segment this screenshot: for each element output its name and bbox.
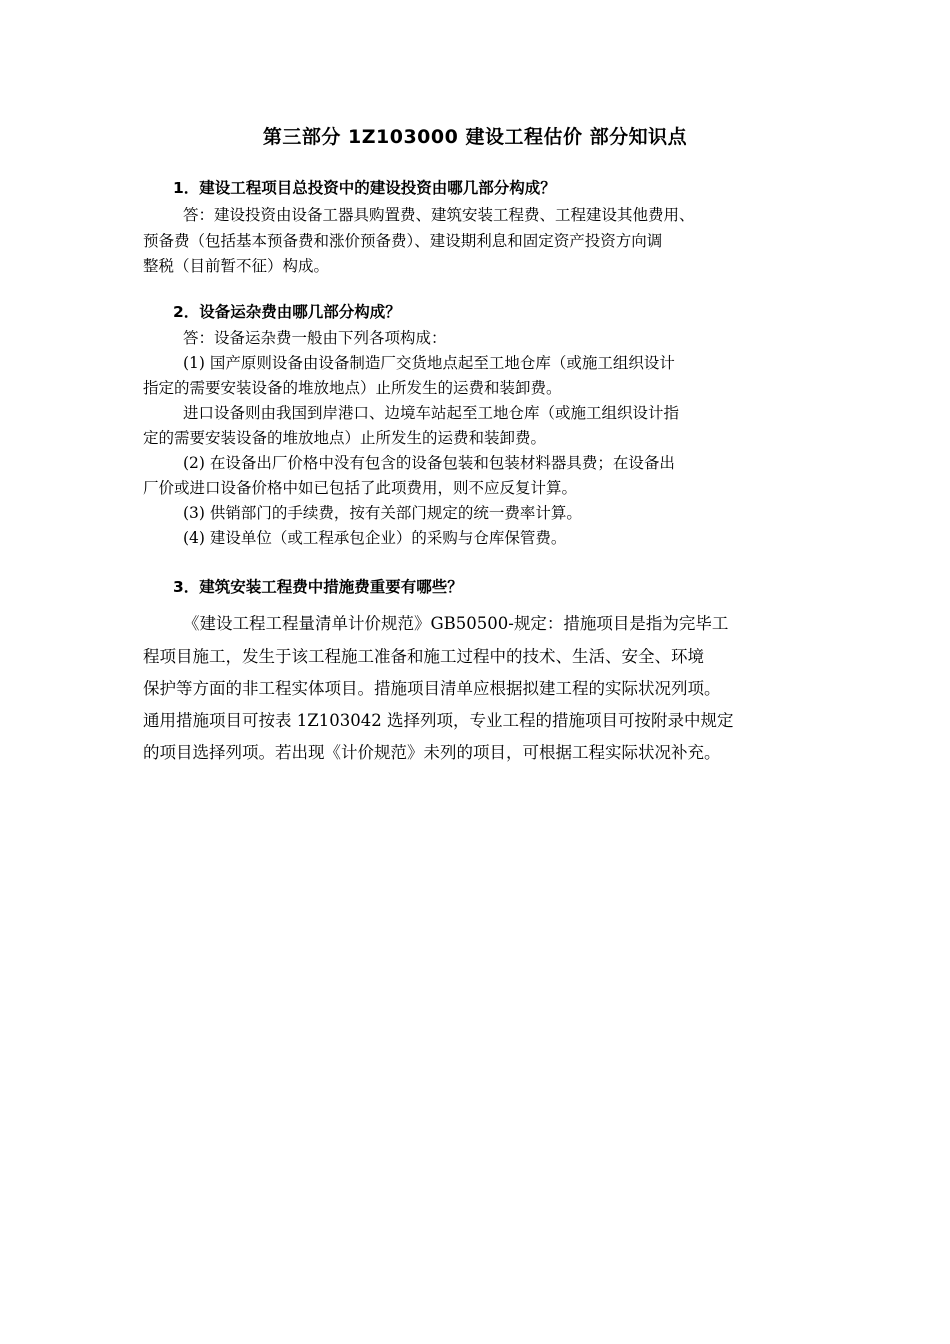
answer-2-line-3: 指定的需要安装设备的堆放地点）止所发生的运费和装卸费。 [143,379,562,397]
answer-3-line-1: 《建设工程工程量清单计价规范》GB50500-规定：措施项目是指为完毕工 [183,614,729,633]
page-title: 第三部分 1Z103000 建设工程估价 部分知识点 [262,126,688,148]
answer-3-line-2: 程项目施工，发生于该工程施工准备和施工过程中的技术、生活、安全、环境 [143,647,704,666]
answer-2-line-7: 厂价或进口设备价格中如已包括了此项费用，则不应反复计算。 [143,479,578,497]
answer-2-line-8: (3) 供销部门的手续费，按有关部门规定的统一费率计算。 [183,504,582,522]
answer-2-line-9: (4) 建设单位（或工程承包企业）的采购与仓库保管费。 [183,529,567,547]
answer-2-line-4: 进口设备则由我国到岸港口、边境车站起至工地仓库（或施工组织设计指 [183,404,680,422]
question-3: 3．建筑安装工程费中措施费重要有哪些？ [173,578,463,596]
answer-1-line-3: 整税（目前暂不征）构成。 [143,257,330,275]
answer-2-line-6: (2) 在设备出厂价格中没有包含的设备包装和包装材料器具费；在设备出 [183,454,675,472]
answer-1-line-1: 答：建设投资由设备工器具购置费、建筑安装工程费、工程建设其他费用、 [183,206,695,224]
answer-3-line-3: 保护等方面的非工程实体项目。措施项目清单应根据拟建工程的实际状况列项。 [143,679,721,698]
answer-2-line-1: 答：设备运杂费一般由下列各项构成： [183,329,447,347]
answer-2-line-2: (1) 国产原则设备由设备制造厂交货地点起至工地仓库（或施工组织设计 [183,354,675,372]
answer-1-line-2: 预备费（包括基本预备费和涨价预备费）、建设期利息和固定资产投资方向调 [143,232,663,250]
answer-3-line-5: 的项目选择列项。若出现《计价规范》未列的项目，可根据工程实际状况补充。 [143,743,721,762]
answer-2-line-5: 定的需要安装设备的堆放地点）止所发生的运费和装卸费。 [143,429,547,447]
answer-3-line-4: 通用措施项目可按表 1Z103042 选择列项，专业工程的措施项目可按附录中规定 [143,711,734,730]
question-2: 2．设备运杂费由哪几部分构成？ [173,303,401,321]
question-1: 1．建设工程项目总投资中的建设投资由哪几部分构成？ [173,179,556,197]
